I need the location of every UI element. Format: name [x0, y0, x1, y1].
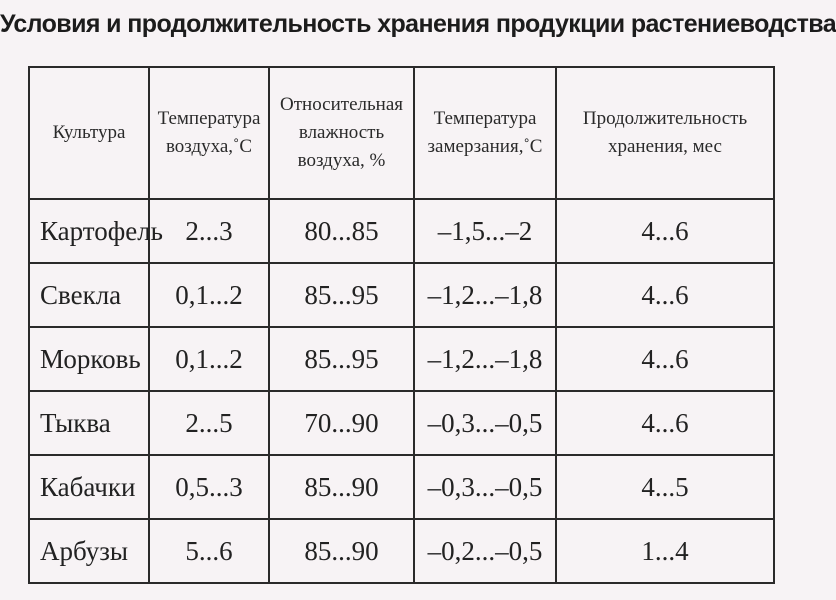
- crop-cell: Свекла: [29, 263, 149, 327]
- freezing-temperature-cell: –0,3...–0,5: [414, 455, 556, 519]
- table-row: [29, 199, 774, 263]
- table-row: [29, 327, 774, 391]
- humidity-cell: 85...95: [269, 263, 414, 327]
- humidity-cell: 80...85: [269, 199, 414, 263]
- table-row: [29, 391, 774, 455]
- storage-duration-cell: 4...6: [556, 391, 774, 455]
- crop-cell: Картофель: [29, 199, 149, 263]
- air-temperature-cell: 0,5...3: [149, 455, 269, 519]
- crop-cell: Морковь: [29, 327, 149, 391]
- table-row: [29, 263, 774, 327]
- humidity-cell: 70...90: [269, 391, 414, 455]
- header-storage-duration: Продолжительность хранения, мес: [556, 67, 774, 199]
- crop-cell: Арбузы: [29, 519, 149, 583]
- storage-duration-cell: 4...5: [556, 455, 774, 519]
- freezing-temperature-cell: –1,2...–1,8: [414, 327, 556, 391]
- storage-duration-cell: 4...6: [556, 263, 774, 327]
- header-crop: Культура: [29, 67, 149, 199]
- humidity-cell: 85...95: [269, 327, 414, 391]
- storage-conditions-table: [28, 66, 775, 584]
- crop-cell: Тыква: [29, 391, 149, 455]
- table-row: [29, 519, 774, 583]
- page-title: Условия и продолжительность хранения продукции растениеводства: [0, 10, 836, 38]
- air-temperature-cell: 0,1...2: [149, 263, 269, 327]
- air-temperature-cell: 5...6: [149, 519, 269, 583]
- air-temperature-cell: 0,1...2: [149, 327, 269, 391]
- storage-duration-cell: 4...6: [556, 199, 774, 263]
- humidity-cell: 85...90: [269, 519, 414, 583]
- header-freezing-temperature: Температура замерзания,˚С: [414, 67, 556, 199]
- header-air-temperature: Температура воздуха,˚С: [149, 67, 269, 199]
- freezing-temperature-cell: –0,3...–0,5: [414, 391, 556, 455]
- table-row: [29, 455, 774, 519]
- freezing-temperature-cell: –1,5...–2: [414, 199, 556, 263]
- freezing-temperature-cell: –0,2...–0,5: [414, 519, 556, 583]
- storage-duration-cell: 1...4: [556, 519, 774, 583]
- crop-cell: Кабачки: [29, 455, 149, 519]
- freezing-temperature-cell: –1,2...–1,8: [414, 263, 556, 327]
- humidity-cell: 85...90: [269, 455, 414, 519]
- header-relative-humidity: Относительная влажность воздуха, %: [269, 67, 414, 199]
- table-header-row: [29, 67, 774, 199]
- storage-duration-cell: 4...6: [556, 327, 774, 391]
- air-temperature-cell: 2...5: [149, 391, 269, 455]
- air-temperature-cell: 2...3: [149, 199, 269, 263]
